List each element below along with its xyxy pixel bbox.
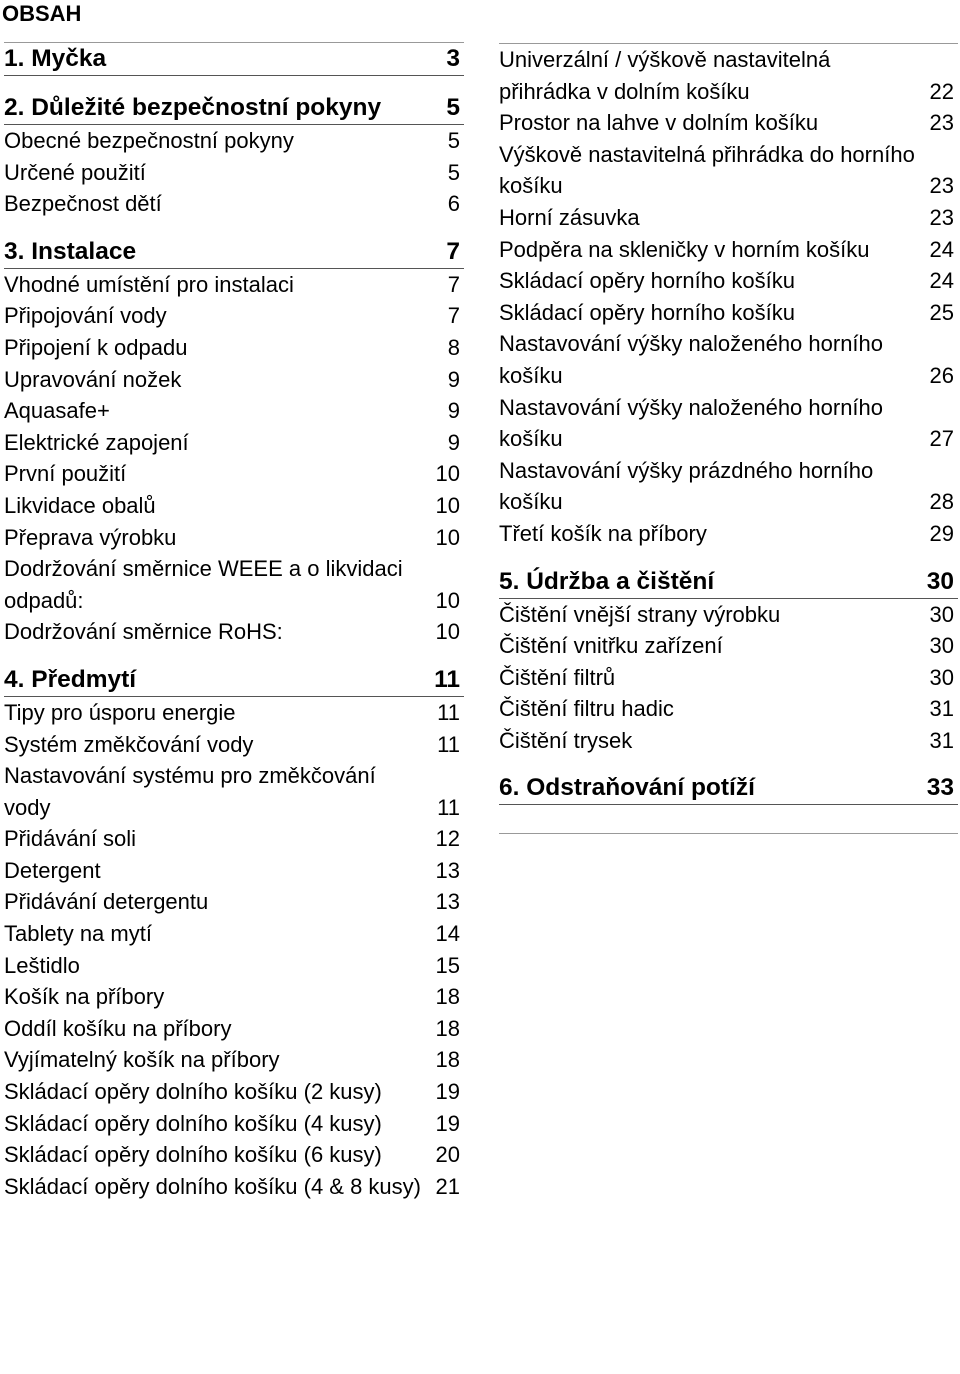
toc-entry[interactable] <box>499 297 958 329</box>
toc-entry[interactable] <box>4 458 464 490</box>
toc-section-heading-page-number: 7 <box>446 237 460 265</box>
toc-entry-title: Elektrické zapojení <box>4 429 189 455</box>
section-gap <box>499 550 958 566</box>
toc-entry-title: Čištění trysek <box>499 727 633 753</box>
toc-entry-title: Skládací opěry dolního košíku (4 kusy) <box>4 1110 382 1136</box>
toc-section <box>4 92 464 220</box>
toc-entry[interactable] <box>499 234 958 266</box>
section-gap <box>4 648 464 664</box>
toc-entry-title: Nastavování výšky naloženého horního košíku <box>499 331 884 388</box>
toc-entry[interactable] <box>4 729 464 761</box>
toc-entry[interactable] <box>4 395 464 427</box>
toc-section <box>4 236 464 648</box>
toc-entry-title: Přidávání detergentu <box>4 889 209 915</box>
toc-entry-page-number: 6 <box>447 191 460 217</box>
page-title: OBSAH <box>2 1 82 26</box>
toc-section-heading-title: 1. Myčka <box>4 45 107 72</box>
toc-entry[interactable] <box>4 981 464 1013</box>
toc-section-heading[interactable] <box>4 92 464 125</box>
section-gap <box>4 220 464 236</box>
toc-entry[interactable] <box>4 490 464 522</box>
toc-left-column <box>4 43 464 1202</box>
toc-entry[interactable] <box>499 265 958 297</box>
toc-entry[interactable] <box>499 392 958 455</box>
toc-entry-page-number: 10 <box>435 461 460 487</box>
toc-entry-page-number: 15 <box>435 952 460 978</box>
toc-section-heading[interactable] <box>4 236 464 269</box>
toc-entry-title: Nastavování systému pro změkčování vody <box>4 763 376 820</box>
toc-entry[interactable] <box>4 300 464 332</box>
toc-entry-title: Vhodné umístění pro instalaci <box>4 271 294 297</box>
toc-entry-page-number: 19 <box>435 1079 460 1105</box>
toc-entry-page-number: 25 <box>929 299 954 325</box>
toc-entry-title: Leštidlo <box>4 952 80 978</box>
toc-entry-title: Vyjímatelný košík na příbory <box>4 1047 280 1073</box>
toc-entry[interactable] <box>4 157 464 189</box>
toc-entry-page-number: 30 <box>929 633 954 659</box>
toc-entry-page-number: 5 <box>447 128 460 153</box>
toc-entry-page-number: 11 <box>437 794 460 820</box>
toc-entry[interactable] <box>4 950 464 982</box>
toc-entry-page-number: 10 <box>435 587 460 613</box>
toc-section-heading-title: 3. Instalace <box>4 237 137 265</box>
toc-entry-title: Košík na příbory <box>4 984 165 1010</box>
toc-entry[interactable] <box>499 725 958 757</box>
toc-entry-title: Výškově nastavitelná přihrádka do horního košíku <box>499 141 915 199</box>
toc-entry-page-number: 7 <box>447 271 460 297</box>
toc-section-heading-page-number: 11 <box>434 665 460 693</box>
toc-entry[interactable] <box>4 188 464 220</box>
toc-entry[interactable] <box>499 44 958 107</box>
toc-entry-title: Bezpečnost dětí <box>4 191 162 217</box>
toc-entry[interactable] <box>499 662 958 694</box>
toc-entry-page-number: 23 <box>929 204 954 230</box>
toc-entry-title: Likvidace obalů <box>4 492 156 518</box>
toc-entry[interactable] <box>4 616 464 648</box>
toc-entry[interactable] <box>4 823 464 855</box>
toc-section <box>4 43 464 76</box>
toc-entry[interactable] <box>499 139 958 202</box>
toc-entry[interactable] <box>4 1013 464 1045</box>
toc-entry[interactable] <box>499 693 958 725</box>
toc-entry[interactable] <box>499 599 958 631</box>
toc-entry[interactable] <box>4 427 464 459</box>
toc-entry-title: Skládací opěry horního košíku <box>499 299 795 325</box>
toc-entry-page-number: 11 <box>437 699 460 725</box>
toc-entry-page-number: 29 <box>929 520 954 546</box>
toc-entry[interactable] <box>4 855 464 887</box>
toc-entry-page-number: 12 <box>435 826 460 852</box>
toc-entry[interactable] <box>4 553 464 616</box>
toc-entry-title: Připojení k odpadu <box>4 334 188 360</box>
toc-entry[interactable] <box>4 886 464 918</box>
toc-section-heading-title: 4. Předmytí <box>4 665 137 693</box>
toc-entry-page-number: 7 <box>447 303 460 329</box>
end-divider <box>499 805 958 834</box>
toc-section-heading[interactable] <box>499 566 958 599</box>
toc-section-heading[interactable] <box>4 664 464 697</box>
toc-entry[interactable] <box>499 518 958 550</box>
toc-section-heading-page-number: 3 <box>446 45 460 72</box>
toc-entry-title: Nastavování výšky prázdného horního košíku <box>499 457 874 515</box>
toc-section <box>499 566 958 757</box>
toc-entry[interactable] <box>4 364 464 396</box>
toc-section-heading[interactable] <box>499 772 958 805</box>
toc-entry-page-number: 23 <box>929 173 954 199</box>
toc-entry-title: Dodržování směrnice WEEE a o likvidaci odpadů: <box>4 556 403 613</box>
toc-entry-title: Skládací opěry dolního košíku (2 kusy) <box>4 1079 382 1105</box>
toc-entry-page-number: 10 <box>435 619 460 645</box>
toc-entry-page-number: 10 <box>435 524 460 550</box>
toc-entry-title: Třetí košík na příbory <box>499 520 707 546</box>
toc-section-heading-page-number: 33 <box>926 774 954 802</box>
toc-entry-title: Skládací opěry dolního košíku (4 & 8 kusy) <box>4 1173 421 1199</box>
toc-section-heading-title: 2. Důležité bezpečnostní pokyny <box>4 94 382 121</box>
toc-entry-title: Oddíl košíku na příbory <box>4 1015 232 1041</box>
toc-entry-page-number: 20 <box>435 1142 460 1168</box>
toc-entry-page-number: 11 <box>437 731 460 757</box>
toc-entry-title: Přidávání soli <box>4 826 137 852</box>
toc-entry-title: Určené použití <box>4 159 146 185</box>
toc-entry-title: Skládací opěry horního košíku <box>499 268 795 294</box>
toc-entry[interactable] <box>4 1139 464 1171</box>
toc-section-heading-page-number: 5 <box>446 94 460 121</box>
toc-entry[interactable] <box>499 630 958 662</box>
toc-entry-title: Horní zásuvka <box>499 204 640 230</box>
toc-entry-title: První použití <box>4 461 127 487</box>
toc-entry[interactable] <box>499 202 958 234</box>
toc-entry-page-number: 5 <box>447 159 460 185</box>
toc-entry-title: Aquasafe+ <box>4 398 110 424</box>
toc-entry[interactable] <box>4 760 464 823</box>
toc-entry[interactable] <box>499 107 958 139</box>
toc-entry-page-number: 31 <box>929 727 954 753</box>
toc-entry-page-number: 8 <box>447 334 460 360</box>
toc-entry-page-number: 9 <box>447 366 460 392</box>
toc-entry-page-number: 24 <box>929 236 954 262</box>
toc-entry[interactable] <box>4 1076 464 1108</box>
toc-entry-page-number: 22 <box>929 78 954 104</box>
toc-entry-page-number: 19 <box>435 1110 460 1136</box>
toc-section-heading-title: 6. Odstraňování potíží <box>499 774 755 802</box>
toc-entry-page-number: 23 <box>929 110 954 136</box>
toc-entry[interactable] <box>4 125 464 157</box>
toc-entry-title: Univerzální / výškově nastavitelná přihrádka v dolním košíku <box>499 47 831 104</box>
toc-entry-page-number: 18 <box>435 1047 460 1073</box>
toc-entry-title: Čištění filtrů <box>499 664 616 690</box>
toc-entry-title: Tablety na mytí <box>4 921 152 947</box>
toc-entry-page-number: 30 <box>929 664 954 690</box>
toc-entry-title: Tipy pro úsporu energie <box>4 699 236 725</box>
toc-entry[interactable] <box>4 697 464 729</box>
toc-entry-title: Upravování nožek <box>4 366 182 392</box>
toc-entry-page-number: 26 <box>929 362 954 388</box>
section-gap <box>4 76 464 92</box>
toc-entry[interactable] <box>4 1108 464 1140</box>
toc-entry-title: Dodržování směrnice RoHS: <box>4 619 283 645</box>
toc-entry-page-number: 18 <box>435 984 460 1010</box>
toc-entry-page-number: 30 <box>929 601 954 627</box>
toc-entry-page-number: 31 <box>929 696 954 722</box>
toc-section <box>499 772 958 805</box>
toc-entry-title: Podpěra na skleničky v horním košíku <box>499 236 870 262</box>
toc-right-column <box>499 43 958 834</box>
toc-entry-title: Čištění filtru hadic <box>499 696 674 722</box>
toc-section-heading[interactable] <box>4 43 464 76</box>
toc-entry[interactable] <box>499 328 958 391</box>
toc-entry-page-number: 28 <box>929 489 954 515</box>
toc-entry-page-number: 21 <box>435 1173 460 1199</box>
toc-entry-page-number: 13 <box>435 857 460 883</box>
toc-entry-page-number: 24 <box>929 268 954 294</box>
toc-entry-page-number: 10 <box>435 492 460 518</box>
toc-entry-title: Detergent <box>4 857 101 883</box>
toc-entry-page-number: 13 <box>435 889 460 915</box>
toc-section-heading-title: 5. Údržba a čištění <box>499 567 715 595</box>
toc-entry-title: Nastavování výšky naloženého horního košíku <box>499 394 884 452</box>
toc-entry-title: Skládací opěry dolního košíku (6 kusy) <box>4 1142 382 1168</box>
toc-entry[interactable] <box>499 455 958 518</box>
toc-entry-title: Přeprava výrobku <box>4 524 177 550</box>
toc-entry[interactable] <box>4 332 464 364</box>
toc-entry-title: Čištění vnější strany výrobku <box>499 601 781 627</box>
toc-section-heading-page-number: 30 <box>926 567 954 595</box>
toc-entry[interactable] <box>4 1044 464 1076</box>
toc-entry-page-number: 14 <box>435 921 460 947</box>
toc-entry-page-number: 9 <box>447 429 460 455</box>
toc-entry[interactable] <box>4 1171 464 1203</box>
toc-entry[interactable] <box>4 269 464 301</box>
toc-entry-title: Prostor na lahve v dolním košíku <box>499 110 819 136</box>
toc-entry-title: Systém změkčování vody <box>4 731 254 757</box>
toc-entry-title: Obecné bezpečnostní pokyny <box>4 128 294 153</box>
toc-section <box>499 44 958 550</box>
toc-entry-page-number: 18 <box>435 1015 460 1041</box>
toc-entry-title: Připojování vody <box>4 303 167 329</box>
toc-entry[interactable] <box>4 918 464 950</box>
toc-entry-title: Čištění vnitřku zařízení <box>499 633 723 659</box>
toc-entry-page-number: 27 <box>929 426 954 452</box>
toc-entry[interactable] <box>4 522 464 554</box>
section-gap <box>499 756 958 772</box>
toc-entry-page-number: 9 <box>447 398 460 424</box>
toc-section <box>4 664 464 1203</box>
